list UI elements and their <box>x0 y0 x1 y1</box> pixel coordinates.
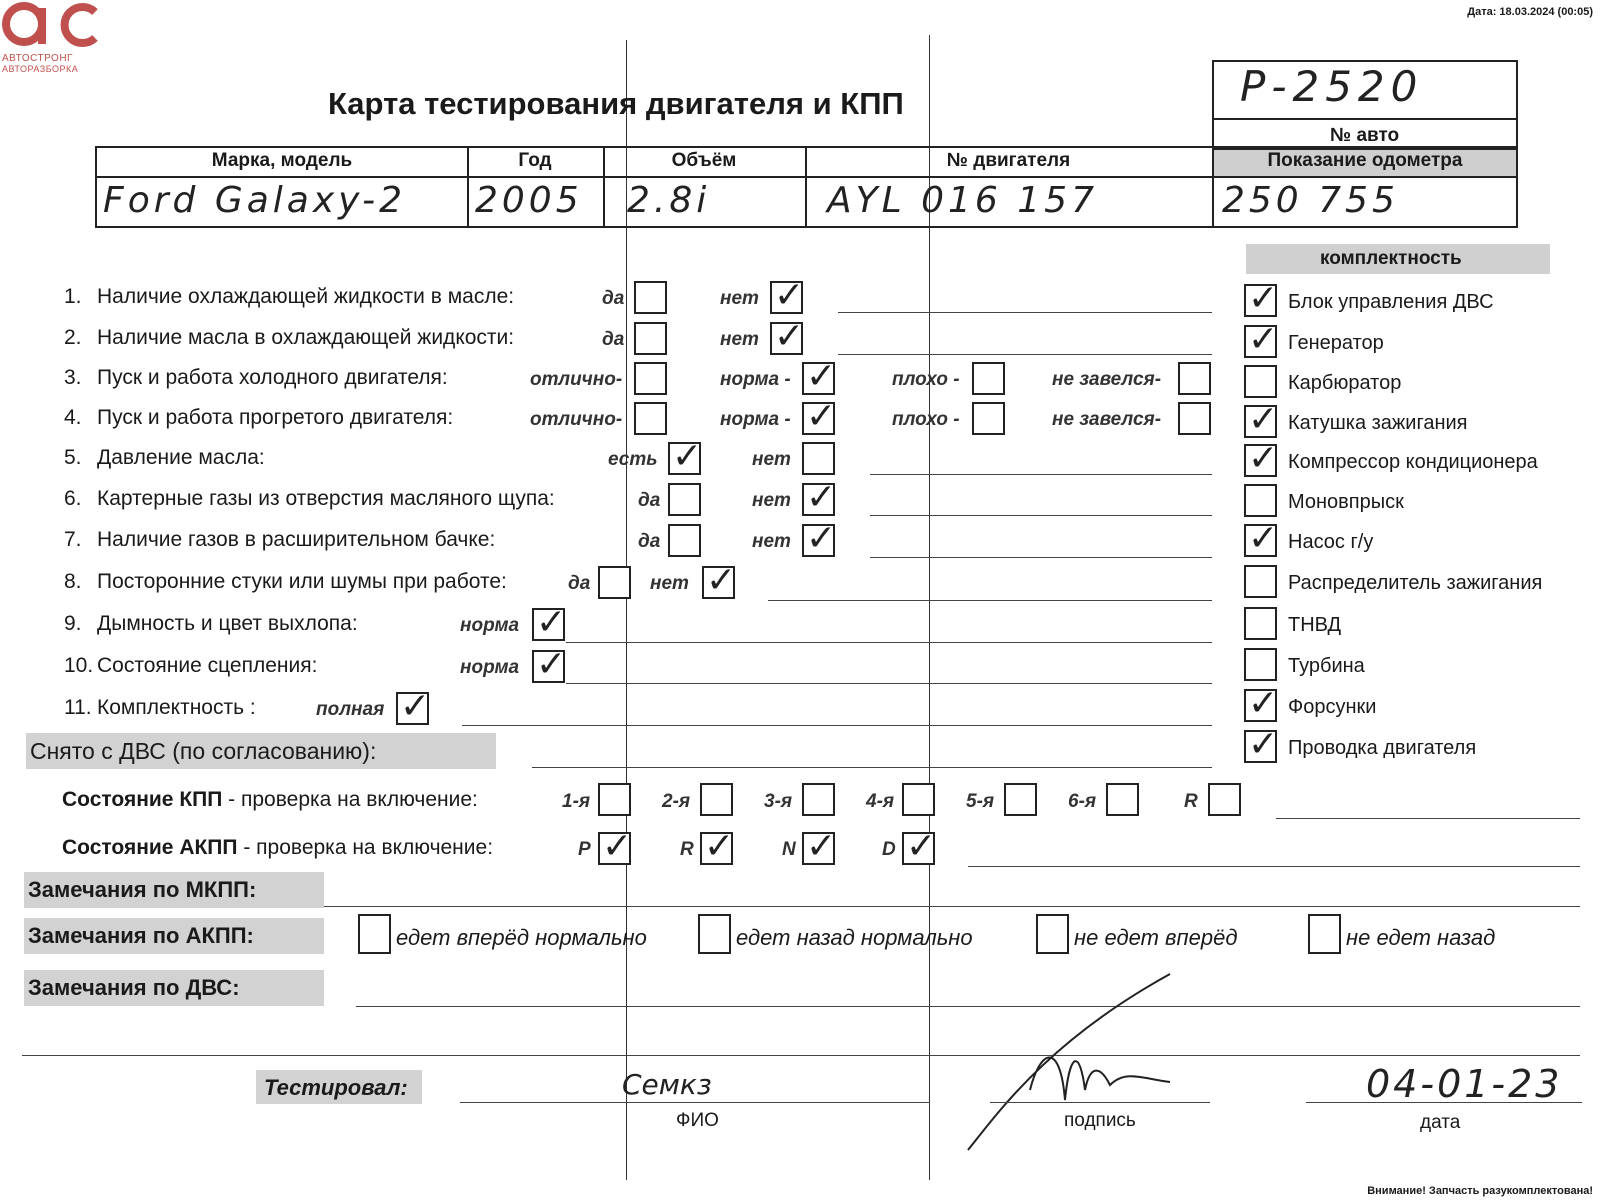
warning-text: Внимание! Запчасть разукомплектована! <box>1367 1185 1593 1197</box>
mode-label: N <box>782 839 796 860</box>
checkbox-distributor[interactable] <box>1244 565 1277 598</box>
akpp-label <box>62 836 493 860</box>
question-text: Наличие газов в расширительном бачке: <box>97 528 496 551</box>
checkbox-q8-net[interactable] <box>702 566 735 599</box>
checkbox-q5-no[interactable] <box>802 442 835 475</box>
checkbox-q1-da[interactable] <box>634 281 667 314</box>
checkbox-forward-ok[interactable] <box>358 914 391 954</box>
question-num: 7. <box>64 528 82 551</box>
checkbox-mode-p[interactable] <box>598 832 631 865</box>
checkbox-q7-net[interactable] <box>802 524 835 557</box>
vehicle-info-table <box>95 146 1518 228</box>
question-text: Состояние сцепления: <box>97 654 318 677</box>
option-label: норма - <box>720 409 791 430</box>
checkbox-q7-da[interactable] <box>668 524 701 557</box>
kpp-label <box>62 788 478 812</box>
question-text: Дымность и цвет выхлопа: <box>97 612 358 635</box>
option-label: плохо - <box>892 369 960 390</box>
checkbox-q2-da[interactable] <box>634 322 667 355</box>
page-title: Карта тестирования двигателя и КПП <box>328 86 904 121</box>
checkbox-q9-normal[interactable] <box>532 608 565 641</box>
date-value: 04-01-23 <box>1366 1062 1563 1106</box>
cell-volume: 2.8i <box>627 180 711 221</box>
checkbox-q4-normal[interactable] <box>802 402 835 435</box>
checkbox-mode-n[interactable] <box>802 832 835 865</box>
checkbox-q6-da[interactable] <box>668 483 701 516</box>
question-num: 4. <box>64 406 82 429</box>
checkbox-q8-da[interactable] <box>598 566 631 599</box>
checkbox-power-steering-pump[interactable] <box>1244 524 1277 557</box>
question-text: Пуск и работа холодного двигателя: <box>97 366 448 389</box>
akpp-option-label: не едет вперёд <box>1074 925 1238 950</box>
col-header-year: Год <box>518 150 552 171</box>
note-line <box>838 312 1212 313</box>
checkbox-injectors[interactable] <box>1244 689 1277 722</box>
sign-line <box>990 1102 1210 1103</box>
logo-icon <box>0 0 100 52</box>
tested-label: Тестировал: <box>264 1075 408 1100</box>
note-line <box>870 557 1212 558</box>
checkbox-q10-normal[interactable] <box>532 650 565 683</box>
checkbox-gear-4[interactable] <box>902 783 935 816</box>
checkbox-gear-2[interactable] <box>700 783 733 816</box>
note-line <box>22 1055 1580 1056</box>
gear-label: 3-я <box>764 791 793 812</box>
option-label: нет <box>752 449 791 470</box>
cell-model: Ford Galaxy-2 <box>103 180 407 221</box>
akpp-option-label: не едет назад <box>1346 925 1496 950</box>
date-caption: дата <box>1420 1112 1461 1133</box>
col-header-model: Марка, модель <box>211 150 353 171</box>
note-line <box>968 866 1580 867</box>
checkbox-q4-bad[interactable] <box>972 402 1005 435</box>
gear-label: 6-я <box>1068 791 1097 812</box>
kompl-item-label: Турбина <box>1288 655 1365 677</box>
note-line <box>324 906 1580 907</box>
mode-label: R <box>680 839 694 860</box>
fio-caption: ФИО <box>676 1110 719 1131</box>
question-text: Картерные газы из отверстия масляного щупа: <box>97 487 555 510</box>
question-text: Пуск и работа прогретого двигателя: <box>97 406 454 429</box>
question-text: Наличие масла в охлаждающей жидкости: <box>97 326 515 349</box>
cell-odometer: 250 755 <box>1222 180 1399 221</box>
question-num: 9. <box>64 612 82 635</box>
checkbox-injection-pump[interactable] <box>1244 607 1277 640</box>
option-label: не завелся- <box>1052 369 1162 390</box>
checkbox-q3-bad[interactable] <box>972 362 1005 395</box>
option-label: не завелся- <box>1052 409 1162 430</box>
question-num: 5. <box>64 446 82 469</box>
checkbox-mode-d[interactable] <box>902 832 935 865</box>
auto-number-value: Р-2520 <box>1240 62 1424 111</box>
note-line <box>838 354 1212 355</box>
mode-label: D <box>882 839 896 860</box>
notes-dvs-label: Замечания по ДВС: <box>28 975 240 1000</box>
option-label: да <box>638 490 661 511</box>
checkbox-gear-5[interactable] <box>1004 783 1037 816</box>
note-line <box>462 725 1212 726</box>
auto-number-label: № авто <box>1330 125 1400 146</box>
fio-value: Семкз <box>622 1068 712 1101</box>
checkbox-q3-no-start[interactable] <box>1178 362 1211 395</box>
option-label: нет <box>720 329 759 350</box>
question-num: 11. <box>64 696 92 719</box>
notes-mkpp-label: Замечания по МКПП: <box>28 877 257 902</box>
logo-line1: АВТОСТРОНГ <box>2 53 73 64</box>
col-header-volume: Объём <box>671 150 737 171</box>
note-line <box>532 767 1212 768</box>
checkbox-q3-excellent[interactable] <box>634 362 667 395</box>
checkbox-q2-net[interactable] <box>770 322 803 355</box>
note-line <box>566 642 1212 643</box>
col-header-odometer: Показание одометра <box>1267 150 1463 171</box>
kompl-item-label: Катушка зажигания <box>1288 412 1468 434</box>
checkbox-q5-yes[interactable] <box>668 442 701 475</box>
option-label: норма <box>460 615 520 636</box>
akpp-option-label: едет назад нормально <box>736 925 973 950</box>
notes-akpp-label: Замечания по АКПП: <box>28 923 254 948</box>
note-line <box>1276 818 1580 819</box>
kompl-item-label: Компрессор кондиционера <box>1288 451 1538 473</box>
checkbox-monoinjection[interactable] <box>1244 484 1277 517</box>
question-num: 3. <box>64 366 82 389</box>
kompl-item-label: Блок управления ДВС <box>1288 291 1494 313</box>
logo-line2: АВТОРАЗБОРКА <box>2 64 79 74</box>
mode-label: P <box>578 839 591 860</box>
kompl-item-label: Карбюратор <box>1288 372 1402 394</box>
cell-year: 2005 <box>475 180 583 221</box>
checkbox-q4-no-start[interactable] <box>1178 402 1211 435</box>
option-label: норма <box>460 657 520 678</box>
checkbox-gear-r[interactable] <box>1208 783 1241 816</box>
kompl-item-label: Распределитель зажигания <box>1288 572 1543 594</box>
checkbox-no-reverse[interactable] <box>1308 914 1341 954</box>
option-label: нет <box>752 490 791 511</box>
akpp-label-rest: - проверка на включение: <box>237 836 494 859</box>
sign-caption: подпись <box>1064 1110 1136 1131</box>
checkbox-no-forward[interactable] <box>1036 914 1069 954</box>
akpp-label-bold: Состояние АКПП <box>62 836 238 859</box>
kompl-item-label: ТНВД <box>1288 614 1342 636</box>
checkbox-gear-6[interactable] <box>1106 783 1139 816</box>
gear-label: R <box>1184 791 1198 812</box>
cell-engine-number: AYL 016 157 <box>827 180 1098 221</box>
option-label: да <box>602 288 625 309</box>
checkbox-ecu[interactable] <box>1244 284 1277 317</box>
gear-label: 4-я <box>866 791 895 812</box>
checkbox-ignition-coil[interactable] <box>1244 405 1277 438</box>
checkbox-turbine[interactable] <box>1244 648 1277 681</box>
checkbox-q4-excellent[interactable] <box>634 402 667 435</box>
kompl-item-label: Проводка двигателя <box>1288 737 1477 759</box>
checkbox-generator[interactable] <box>1244 325 1277 358</box>
question-num: 6. <box>64 487 82 510</box>
option-label: да <box>638 531 661 552</box>
kompl-item-label: Насос г/у <box>1288 531 1374 553</box>
komplektnost-title: комплектность <box>1320 248 1462 269</box>
option-label: отлично- <box>530 409 623 430</box>
gear-label: 1-я <box>562 791 591 812</box>
kpp-label-rest: - проверка на включение: <box>222 788 478 811</box>
kompl-item-label: Форсунки <box>1288 696 1377 718</box>
removed-label: Снято с ДВС (по согласованию): <box>30 738 377 764</box>
question-text: Комплектность : <box>97 696 256 719</box>
question-num: 10. <box>64 654 94 677</box>
note-line <box>566 683 1212 684</box>
option-label: нет <box>752 531 791 552</box>
checkbox-engine-wiring[interactable] <box>1244 730 1277 763</box>
option-label: норма - <box>720 369 791 390</box>
checkbox-gear-3[interactable] <box>802 783 835 816</box>
option-label: полная <box>316 699 385 720</box>
checkbox-q3-normal[interactable] <box>802 362 835 395</box>
checkbox-q6-net[interactable] <box>802 483 835 516</box>
checkbox-q1-net[interactable] <box>770 281 803 314</box>
date-stamp: Дата: 18.03.2024 (00:05) <box>1467 6 1593 18</box>
col-header-engine-number: № двигателя <box>946 150 1071 171</box>
question-text: Наличие охлаждающей жидкости в масле: <box>97 285 515 308</box>
checkbox-q11-full[interactable] <box>396 692 429 725</box>
option-label: отлично- <box>530 369 623 390</box>
option-label: да <box>568 573 591 594</box>
checkbox-reverse-ok[interactable] <box>698 914 731 954</box>
option-label: да <box>602 329 625 350</box>
question-num: 1. <box>64 285 82 308</box>
kompl-item-label: Моновпрыск <box>1288 491 1404 513</box>
checkbox-gear-1[interactable] <box>598 783 631 816</box>
option-label: есть <box>608 449 658 470</box>
divider <box>1212 118 1518 120</box>
question-text: Посторонние стуки или шумы при работе: <box>97 570 507 593</box>
note-line <box>870 515 1212 516</box>
question-text: Давление масла: <box>97 446 265 469</box>
gear-label: 2-я <box>662 791 691 812</box>
akpp-option-label: едет вперёд нормально <box>396 925 647 950</box>
option-label: плохо - <box>892 409 960 430</box>
checkbox-mode-r[interactable] <box>700 832 733 865</box>
kompl-item-label: Генератор <box>1288 332 1384 354</box>
question-num: 2. <box>64 326 82 349</box>
kpp-label-bold: Состояние КПП <box>62 788 223 811</box>
checkbox-carburetor[interactable] <box>1244 365 1277 398</box>
question-num: 8. <box>64 570 82 593</box>
checkbox-ac-compressor[interactable] <box>1244 444 1277 477</box>
option-label: нет <box>650 573 689 594</box>
note-line <box>768 600 1212 601</box>
note-line <box>870 474 1212 475</box>
fio-line <box>460 1102 930 1103</box>
gear-label: 5-я <box>966 791 995 812</box>
option-label: нет <box>720 288 759 309</box>
